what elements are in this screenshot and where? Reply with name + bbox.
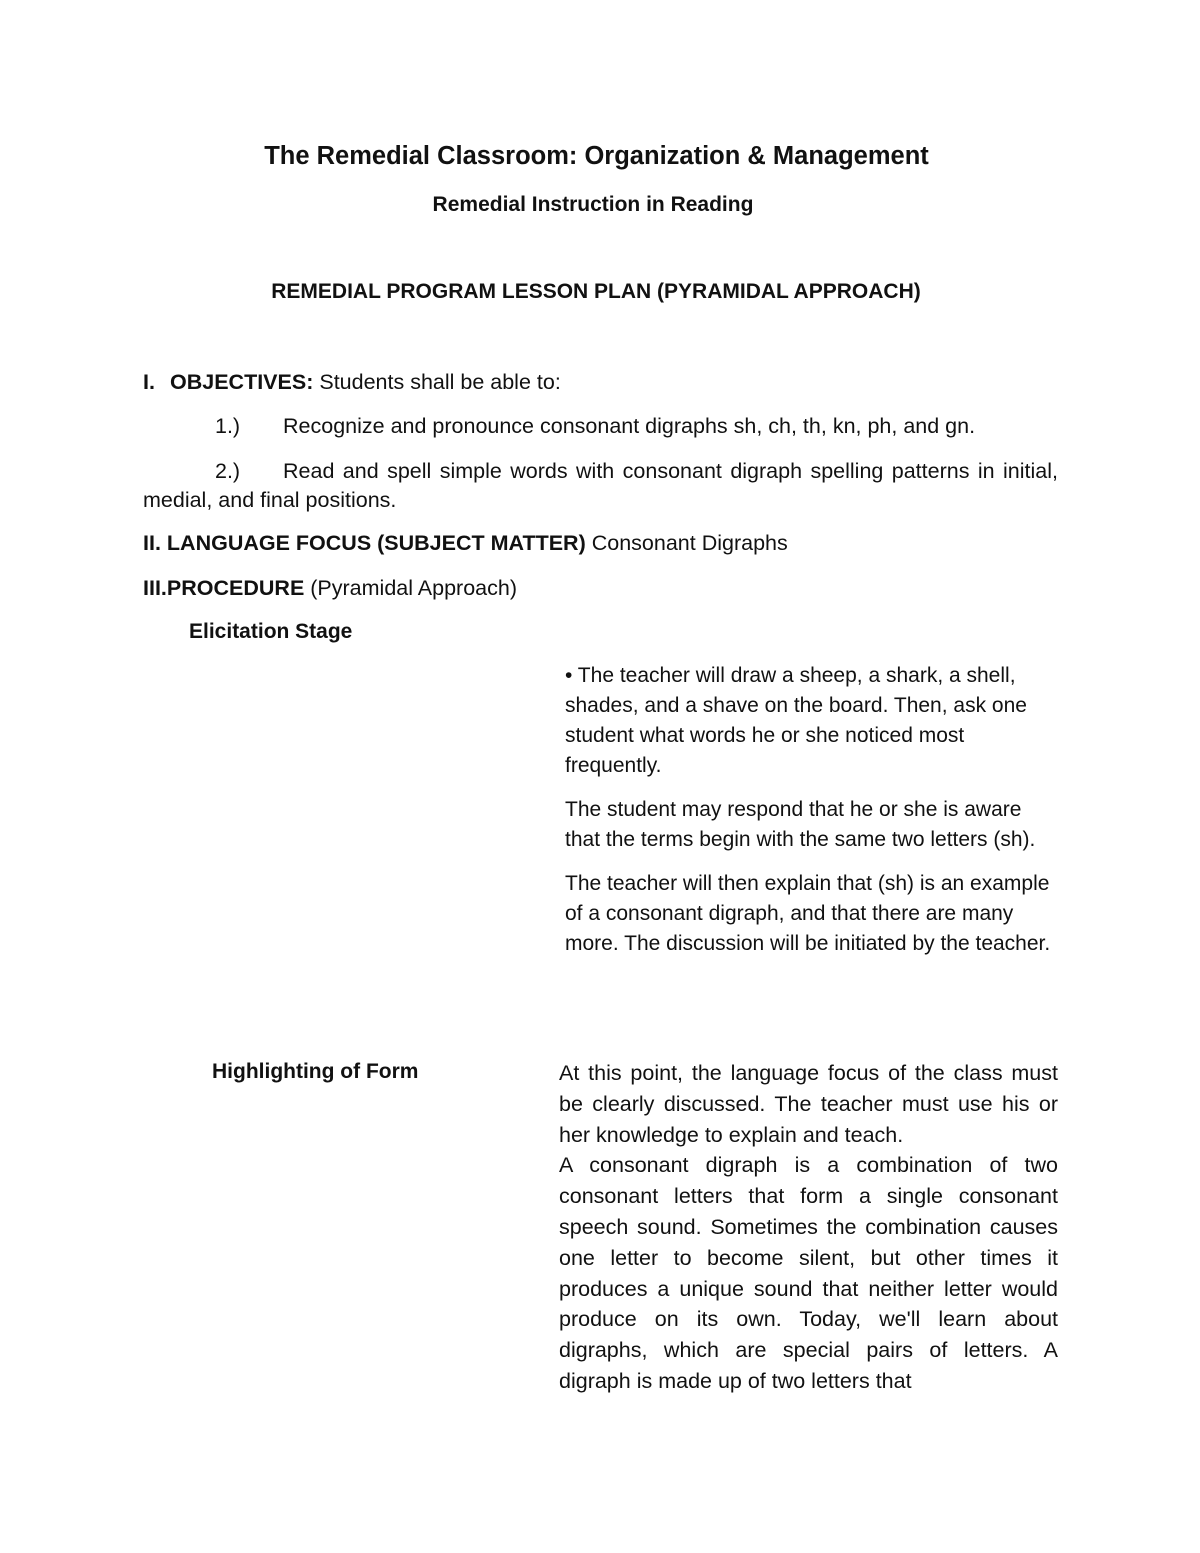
procedure-heading [143, 576, 517, 601]
elicitation-stage-heading: Elicitation Stage [189, 620, 353, 643]
objective-number: 1.) [215, 414, 241, 438]
objective-item-2 [143, 457, 1058, 515]
highlighting-paragraph: At this point, the language focus of the class must be clearly discussed. The teacher must use his or her knowledge to explain and teach. [559, 1061, 1058, 1147]
elicitation-paragraph: The teacher will then explain that (sh) is an example of a consonant digraph, and that there are many more. The discussion will be initiated by the teacher. [565, 872, 1051, 955]
objective-text: Recognize and pronounce consonant digraphs sh, ch, th, kn, ph, and gn. [283, 414, 976, 438]
objectives-intro: Students shall be able to: [313, 370, 561, 394]
elicitation-paragraph: The student may respond that he or she is aware that the terms begin with the same two letters (sh). [565, 798, 1036, 851]
procedure-numeral: III. [143, 576, 167, 600]
language-focus-value: Consonant Digraphs [585, 531, 788, 555]
language-focus-label: LANGUAGE FOCUS (SUBJECT MATTER) [166, 531, 586, 555]
document-subtitle: Remedial Instruction in Reading [432, 193, 754, 216]
procedure-value: (Pyramidal Approach) [304, 576, 517, 600]
objective-number: 2.) [215, 459, 241, 483]
language-focus-heading [143, 531, 788, 556]
highlighting-form-heading: Highlighting of Form [212, 1060, 419, 1083]
highlighting-paragraph: A consonant digraph is a combination of two consonant letters that form a single consonant speech sound. Sometimes the combination causes one letter to become silent, but other times it produces a unique sound that neither letter would produce on its own. Today, we'll learn about digraphs, which are special pairs of letters. A digraph is made up of two letters that [559, 1153, 1058, 1393]
language-focus-numeral: II. [143, 531, 161, 555]
objectives-numeral: I. [143, 370, 155, 394]
objective-item-1 [215, 414, 975, 439]
objective-text: Read and spell simple words with consonant digraph spelling patterns in initial, medial, and final positions. [143, 459, 1058, 512]
procedure-label: PROCEDURE [166, 576, 305, 600]
elicitation-stage-content [565, 661, 1060, 973]
elicitation-paragraph: • The teacher will draw a sheep, a shark, a shell, shades, and a shave on the board. Then, ask one student what words he or she noticed most frequently. [565, 664, 1027, 777]
document-title: The Remedial Classroom: Organization & Management [264, 142, 929, 170]
highlighting-form-content [559, 1058, 1058, 1397]
objectives-label: OBJECTIVES: [170, 370, 314, 394]
objectives-heading [143, 370, 561, 395]
lesson-plan-title: REMEDIAL PROGRAM LESSON PLAN (PYRAMIDAL APPROACH) [271, 280, 921, 303]
